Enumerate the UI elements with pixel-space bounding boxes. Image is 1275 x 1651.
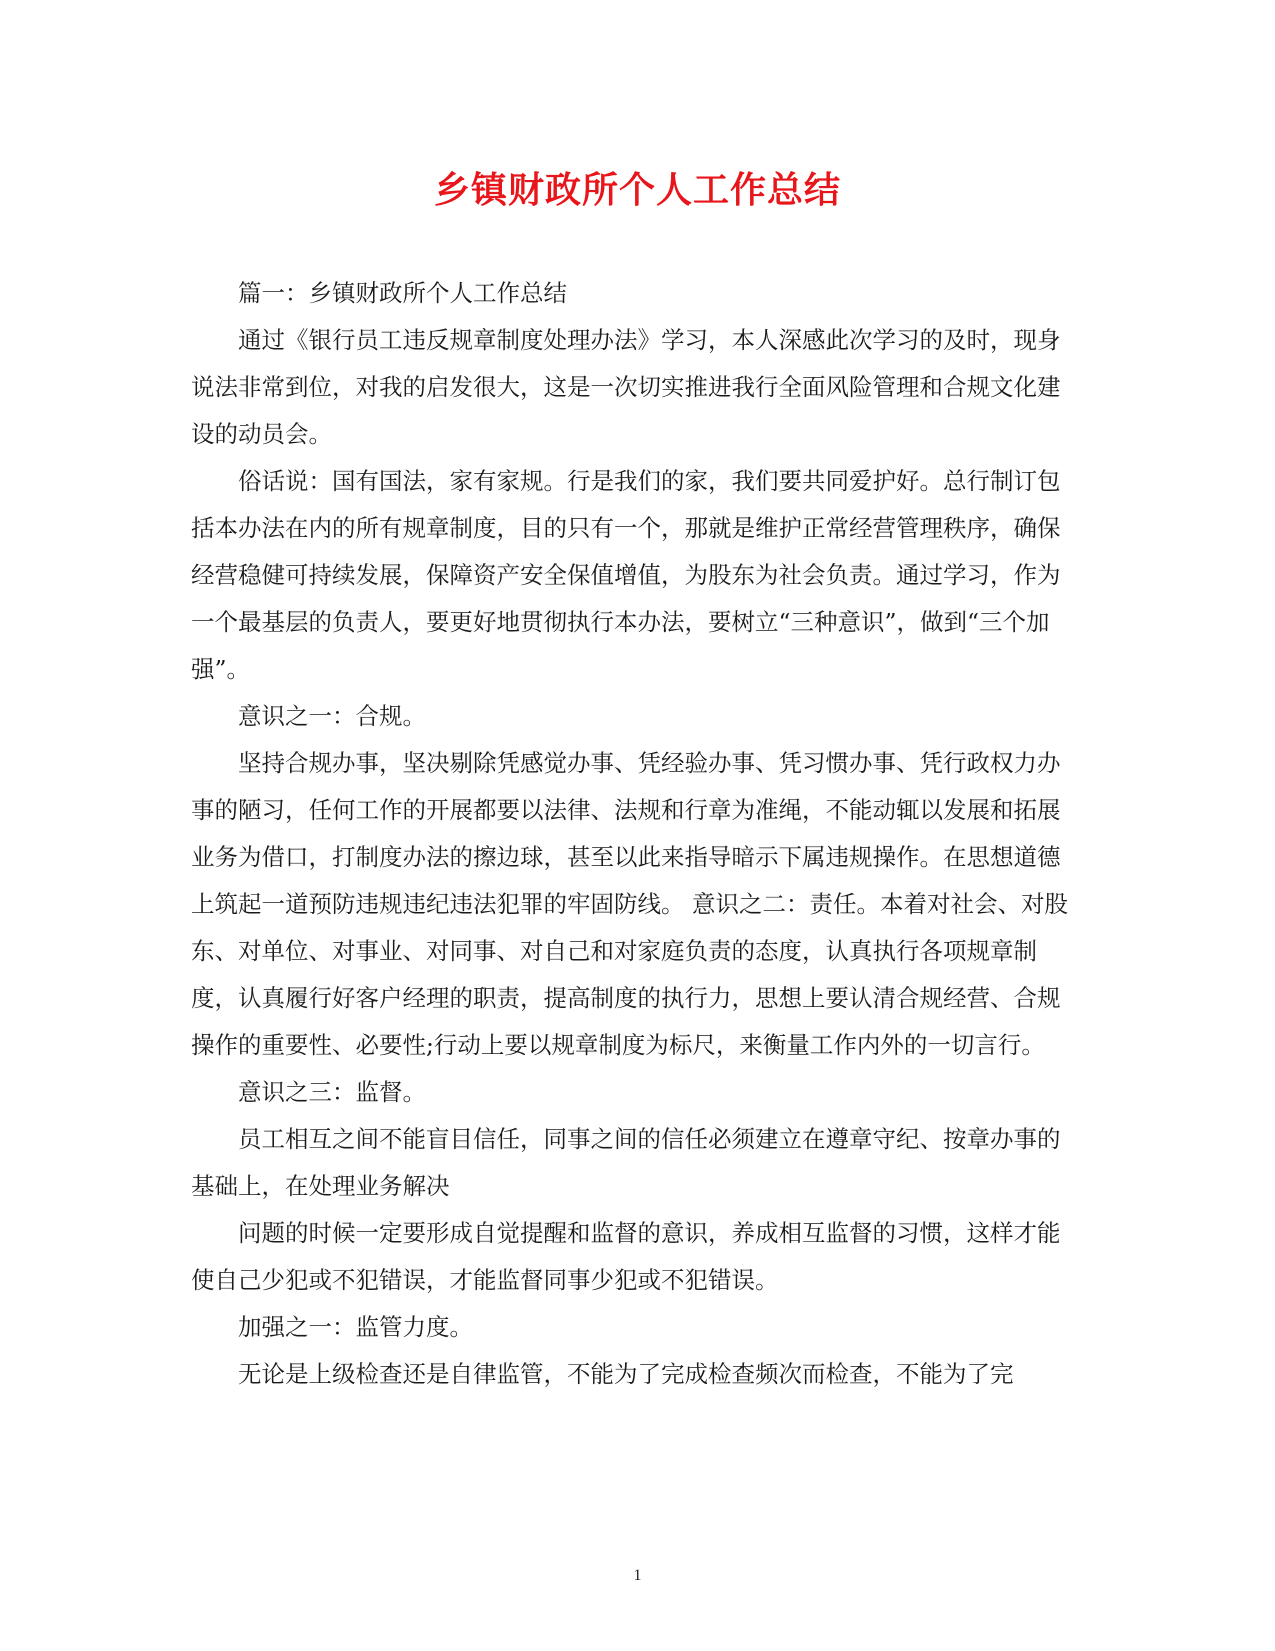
paragraph-compliance: 坚持合规办事，坚决剔除凭感觉办事、凭经验办事、凭习惯办事、凭行政权力办事的陋习，任何工作的开展都要以法律、法规和行章为准绳，不能动辄以发展和拓展业务为借口，打制度办法的擦边球，甚至以此来指导暗示下属违规操作。在思想道德上筑起一道预防违规违纪违法犯罪的牢固防线。 意识之二：责任。本着对社会、对股东、对单位、对事业、对同事、对自己和对家庭负责的态度，认真执行各项规章制度，认真履行好客户经理的职责，提高制度的执行力，思想上要认清合规经营、合规操作的重要性、必要性;行动上要以规章制度为标尺，来衡量工作内外的一切言行。 — [191, 749, 1068, 1059]
paragraph-strengthen-one: 加强之一：监管力度。 — [238, 1313, 473, 1341]
paragraph-saying: 俗话说：国有国法，家有家规。行是我们的家，我们要共同爱护好。总行制订包括本办法在内的所有规章制度，目的只有一个，那就是维护正常经营管理秩序，确保经营稳健可持续发展，保障资产安全保值增值，为股东为社会负责。通过学习，作为一个最基层的负责人，要更好地贯彻执行本办法，要树立“三种意识”，做到“三个加强”。 — [191, 467, 1061, 683]
page-title: 乡镇财政所个人工作总结 — [433, 169, 841, 211]
page-number: 1 — [633, 1567, 642, 1584]
paragraph-awareness-three: 意识之三：监督。 — [238, 1078, 426, 1106]
document-body — [191, 270, 1071, 1398]
paragraph-mutual-trust: 员工相互之间不能盲目信任，同事之间的信任必须建立在遵章守纪、按章办事的基础上，在处理业务解决 — [191, 1125, 1061, 1200]
paragraph-supervision-habit: 问题的时候一定要形成自觉提醒和监督的意识，养成相互监督的习惯，这样才能使自己少犯或不犯错误，才能监督同事少犯或不犯错误。 — [191, 1219, 1061, 1294]
paragraph-awareness-one: 意识之一：合规。 — [238, 702, 426, 730]
paragraph-section-heading: 篇一：乡镇财政所个人工作总结 — [238, 279, 567, 307]
paragraph-inspection: 无论是上级检查还是自律监管，不能为了完成检查频次而检查，不能为了完 — [238, 1360, 1014, 1388]
paragraph-intro: 通过《银行员工违反规章制度处理办法》学习，本人深感此次学习的及时，现身说法非常到位，对我的启发很大，这是一次切实推进我行全面风险管理和合规文化建设的动员会。 — [191, 326, 1061, 448]
